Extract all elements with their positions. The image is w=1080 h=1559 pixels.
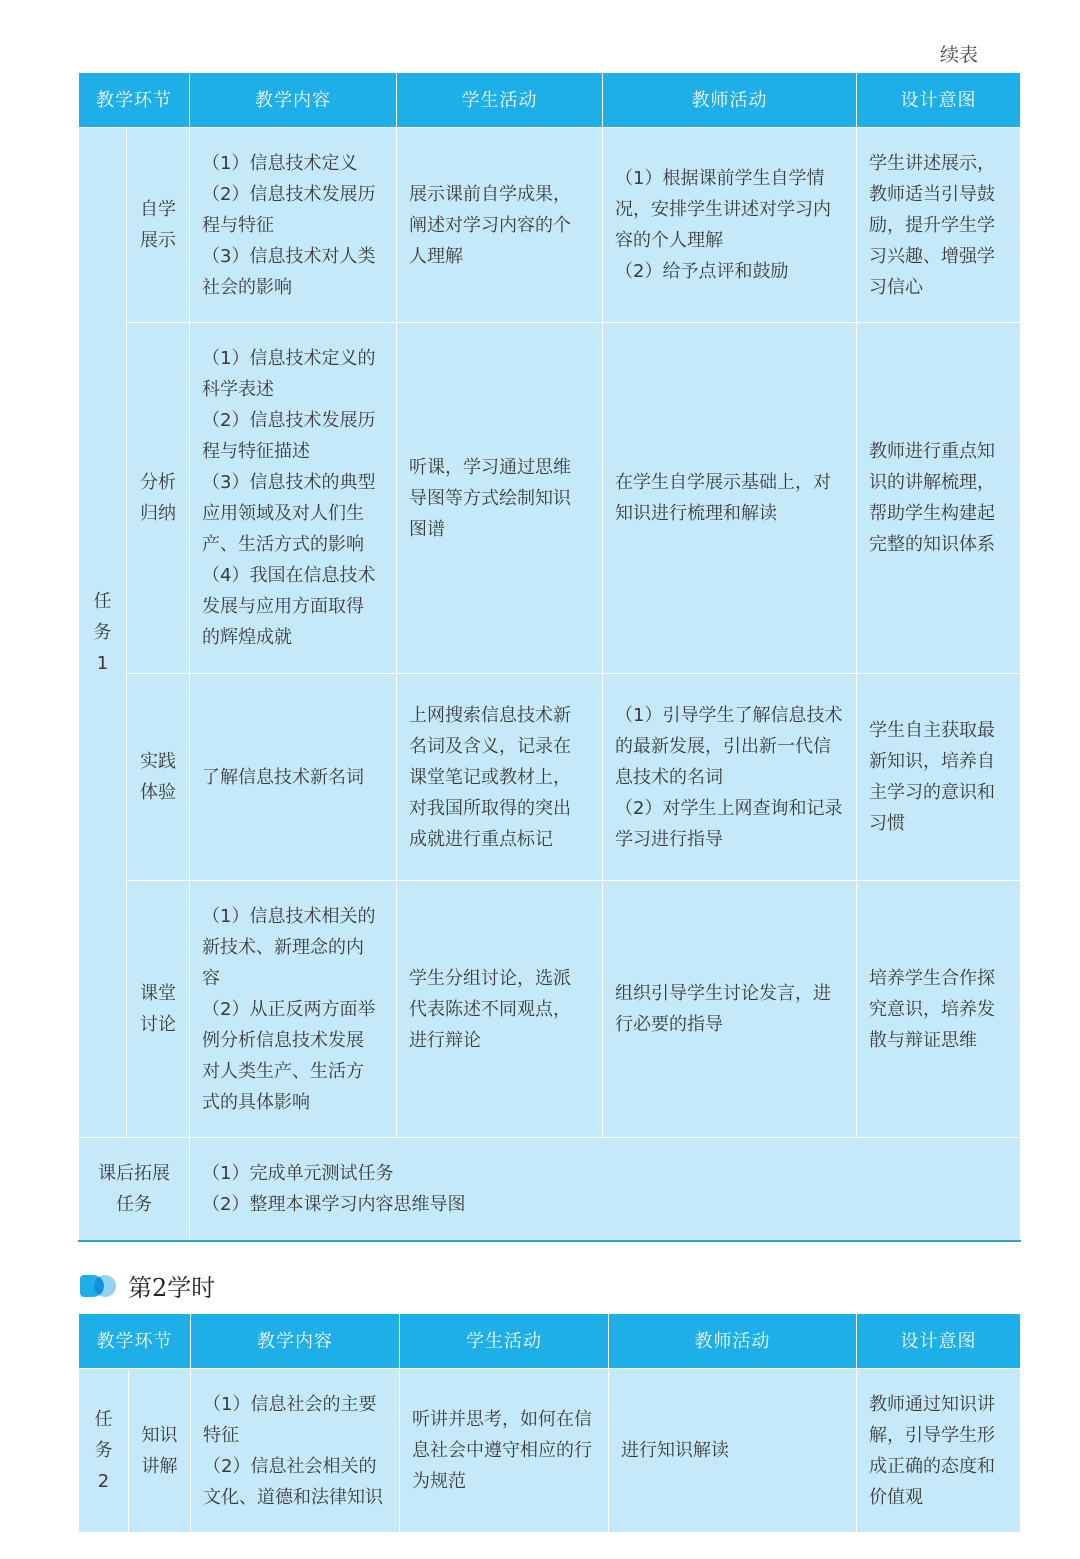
teacher-cell	[603, 128, 857, 323]
content-line: （4）我国在信息技术	[202, 565, 376, 586]
teacher-line: 况，安排学生讲述对学习内	[615, 199, 831, 220]
student-line: 听课，学习通过思维	[409, 456, 571, 478]
intent-line: 成正确的态度和	[869, 1455, 995, 1477]
intent-line: 解，引导学生形	[869, 1424, 995, 1446]
teacher-cell	[603, 881, 857, 1138]
content-cell	[190, 128, 397, 323]
header-design-intent: 设计意图	[857, 73, 1021, 128]
after-class-label-line: 课后拓展	[98, 1162, 170, 1184]
content-line: （2）信息社会相关的	[203, 1455, 377, 1477]
student-line: 听讲并思考，如何在信	[412, 1409, 592, 1430]
teacher-line: （1）根据课前学生自学情	[615, 168, 825, 189]
content-line: （2）信息技术发展历	[202, 410, 376, 431]
content-line: 新技术、新理念的内	[202, 936, 364, 958]
table-header-row	[79, 1314, 1021, 1369]
task-label-char: 2	[97, 1471, 110, 1492]
content-line: 容	[202, 967, 220, 989]
content-line: （2）信息技术发展历	[202, 183, 376, 205]
intent-line: 究意识，培养发	[869, 998, 995, 1020]
header-student-activity: 学生活动	[400, 1314, 609, 1369]
content-line: （1）信息技术定义	[202, 152, 358, 174]
teacher-line: 在学生自学展示基础上，对	[615, 472, 831, 493]
lesson-plan-table-2	[78, 1313, 1021, 1533]
stage-cell	[127, 323, 190, 674]
stage-cell	[127, 881, 190, 1138]
task-label	[79, 1369, 129, 1533]
content-line: 特征	[203, 1424, 239, 1446]
content-line: 社会的影响	[202, 276, 292, 298]
section-marker-icon	[80, 1275, 116, 1297]
intent-cell	[857, 1369, 1021, 1533]
intent-line: 教师通过知识讲	[869, 1393, 995, 1415]
teacher-line: （1）引导学生了解信息技术	[615, 704, 843, 726]
stage-line: 实践	[140, 751, 176, 772]
task-label-char: 任	[93, 591, 112, 612]
stage-cell	[127, 674, 190, 881]
table-row	[79, 674, 1021, 881]
content-line: （1）信息社会的主要	[203, 1393, 377, 1415]
task-label	[79, 128, 127, 1138]
section-heading	[80, 1268, 215, 1303]
intent-line: 学生讲述展示，	[869, 152, 995, 174]
teacher-cell	[609, 1369, 857, 1533]
after-class-item: （2）整理本课学习内容思维导图	[202, 1193, 466, 1215]
student-line: 人理解	[409, 245, 463, 267]
intent-line: 帮助学生构建起	[869, 503, 995, 524]
intent-line: 学生自主获取最	[869, 720, 995, 741]
student-line: 学生分组讨论，选派	[409, 967, 571, 989]
intent-cell	[857, 128, 1021, 323]
content-line: 发展与应用方面取得	[202, 596, 364, 617]
content-line: 的辉煌成就	[202, 627, 292, 648]
intent-line: 励，提升学生学	[869, 214, 995, 236]
content-line: （2）从正反两方面举	[202, 998, 376, 1020]
teacher-cell	[603, 674, 857, 881]
intent-line: 习信心	[869, 276, 923, 298]
stage-line: 展示	[140, 230, 176, 251]
table-row	[79, 128, 1021, 323]
table-header-row	[79, 73, 1021, 128]
student-line: 导图等方式绘制知识	[409, 487, 571, 509]
teacher-cell	[603, 323, 857, 674]
teacher-line: 组织引导学生讨论发言，进	[615, 983, 831, 1004]
content-line: 了解信息技术新名词	[202, 766, 364, 788]
after-class-label	[79, 1138, 190, 1241]
student-cell	[397, 881, 603, 1138]
intent-line: 散与辩证思维	[869, 1029, 977, 1051]
intent-cell	[857, 674, 1021, 881]
student-cell	[400, 1369, 609, 1533]
student-line: 代表陈述不同观点，	[409, 998, 571, 1020]
after-class-items	[190, 1138, 1021, 1241]
task-label-char: 务	[93, 622, 112, 643]
header-teacher-activity: 教师活动	[603, 73, 857, 128]
section-title: 第2学时	[128, 1274, 216, 1302]
continued-label: 续表	[940, 44, 979, 66]
teacher-line: 的最新发展，引出新一代信	[615, 735, 831, 757]
table-row	[79, 323, 1021, 674]
task-label-char: 1	[96, 653, 109, 674]
teacher-line: 知识进行梳理和解读	[615, 503, 777, 524]
table-row	[79, 881, 1021, 1138]
intent-line: 习兴趣、增强学	[869, 245, 995, 267]
content-line: （1）信息技术相关的	[202, 905, 376, 927]
content-line: 科学表述	[202, 379, 274, 400]
teacher-line: （2）对学生上网查询和记录	[615, 797, 843, 819]
intent-line: 教师适当引导鼓	[869, 183, 995, 205]
student-cell	[397, 323, 603, 674]
content-line: 式的具体影响	[202, 1091, 310, 1113]
content-line: 产、生活方式的影响	[202, 534, 364, 555]
header-stage: 教学环节	[79, 73, 190, 128]
after-class-item: （1）完成单元测试任务	[202, 1162, 394, 1184]
intent-cell	[857, 881, 1021, 1138]
header-content: 教学内容	[191, 1314, 400, 1369]
stage-line: 自学	[140, 199, 176, 220]
teacher-line: 行必要的指导	[615, 1014, 723, 1035]
student-line: 阐述对学习内容的个	[409, 214, 571, 236]
lesson-plan-table-1	[78, 72, 1021, 1242]
stage-cell	[127, 128, 190, 323]
stage-line: 体验	[140, 782, 176, 803]
content-line: （3）信息技术的典型	[202, 472, 376, 493]
content-line: 程与特征	[202, 214, 274, 236]
student-line: 为规范	[412, 1471, 466, 1492]
intent-line: 识的讲解梳理，	[869, 472, 995, 493]
content-cell	[191, 1369, 400, 1533]
stage-cell	[129, 1369, 191, 1533]
content-cell	[190, 881, 397, 1138]
student-line: 展示课前自学成果，	[409, 183, 571, 205]
content-line: 程与特征描述	[202, 441, 310, 462]
stage-line: 分析	[140, 472, 176, 493]
header-stage: 教学环节	[79, 1314, 191, 1369]
teacher-line: （2）给予点评和鼓励	[615, 261, 789, 282]
table-row-after-class	[79, 1138, 1021, 1241]
stage-line: 讲解	[141, 1455, 178, 1477]
student-line: 成就进行重点标记	[409, 828, 553, 850]
intent-line: 培养学生合作探	[869, 967, 995, 989]
intent-line: 教师进行重点知	[869, 441, 995, 462]
student-line: 名词及含义，记录在	[409, 735, 571, 757]
content-line: 对人类生产、生活方	[202, 1060, 364, 1082]
student-line: 图谱	[409, 518, 445, 540]
teacher-line: 息技术的名词	[615, 766, 723, 788]
stage-line: 归纳	[140, 503, 176, 524]
intent-line: 新知识，培养自	[869, 751, 995, 772]
student-cell	[397, 128, 603, 323]
intent-line: 习惯	[869, 813, 905, 834]
student-line: 对我国所取得的突出	[409, 797, 571, 819]
header-teacher-activity: 教师活动	[609, 1314, 857, 1369]
intent-cell	[857, 323, 1021, 674]
task-label-char: 任	[94, 1409, 113, 1430]
content-cell	[190, 323, 397, 674]
content-line: 应用领域及对人们生	[202, 503, 364, 524]
student-line: 课堂笔记或教材上，	[409, 766, 571, 788]
student-cell	[397, 674, 603, 881]
intent-line: 完整的知识体系	[869, 534, 995, 555]
stage-line: 课堂	[140, 983, 176, 1004]
student-line: 进行辩论	[409, 1029, 481, 1051]
teacher-line: 进行知识解读	[621, 1440, 729, 1461]
student-line: 息社会中遵守相应的行	[412, 1440, 592, 1461]
teacher-line: 学习进行指导	[615, 828, 723, 850]
task-label-char: 务	[94, 1440, 113, 1461]
content-line: 例分析信息技术发展	[202, 1029, 364, 1051]
intent-line: 价值观	[869, 1486, 923, 1508]
student-line: 上网搜索信息技术新	[409, 704, 571, 726]
content-line: （3）信息技术对人类	[202, 245, 376, 267]
table-row	[79, 1369, 1021, 1533]
stage-line: 知识	[141, 1424, 178, 1446]
stage-line: 讨论	[140, 1014, 176, 1035]
content-line: 文化、道德和法律知识	[203, 1486, 383, 1508]
header-design-intent: 设计意图	[857, 1314, 1021, 1369]
content-cell	[190, 674, 397, 881]
content-line: （1）信息技术定义的	[202, 348, 376, 369]
header-student-activity: 学生活动	[397, 73, 603, 128]
teacher-line: 容的个人理解	[615, 230, 723, 251]
after-class-label-line: 任务	[116, 1193, 152, 1215]
intent-line: 主学习的意识和	[869, 782, 995, 803]
header-content: 教学内容	[190, 73, 397, 128]
